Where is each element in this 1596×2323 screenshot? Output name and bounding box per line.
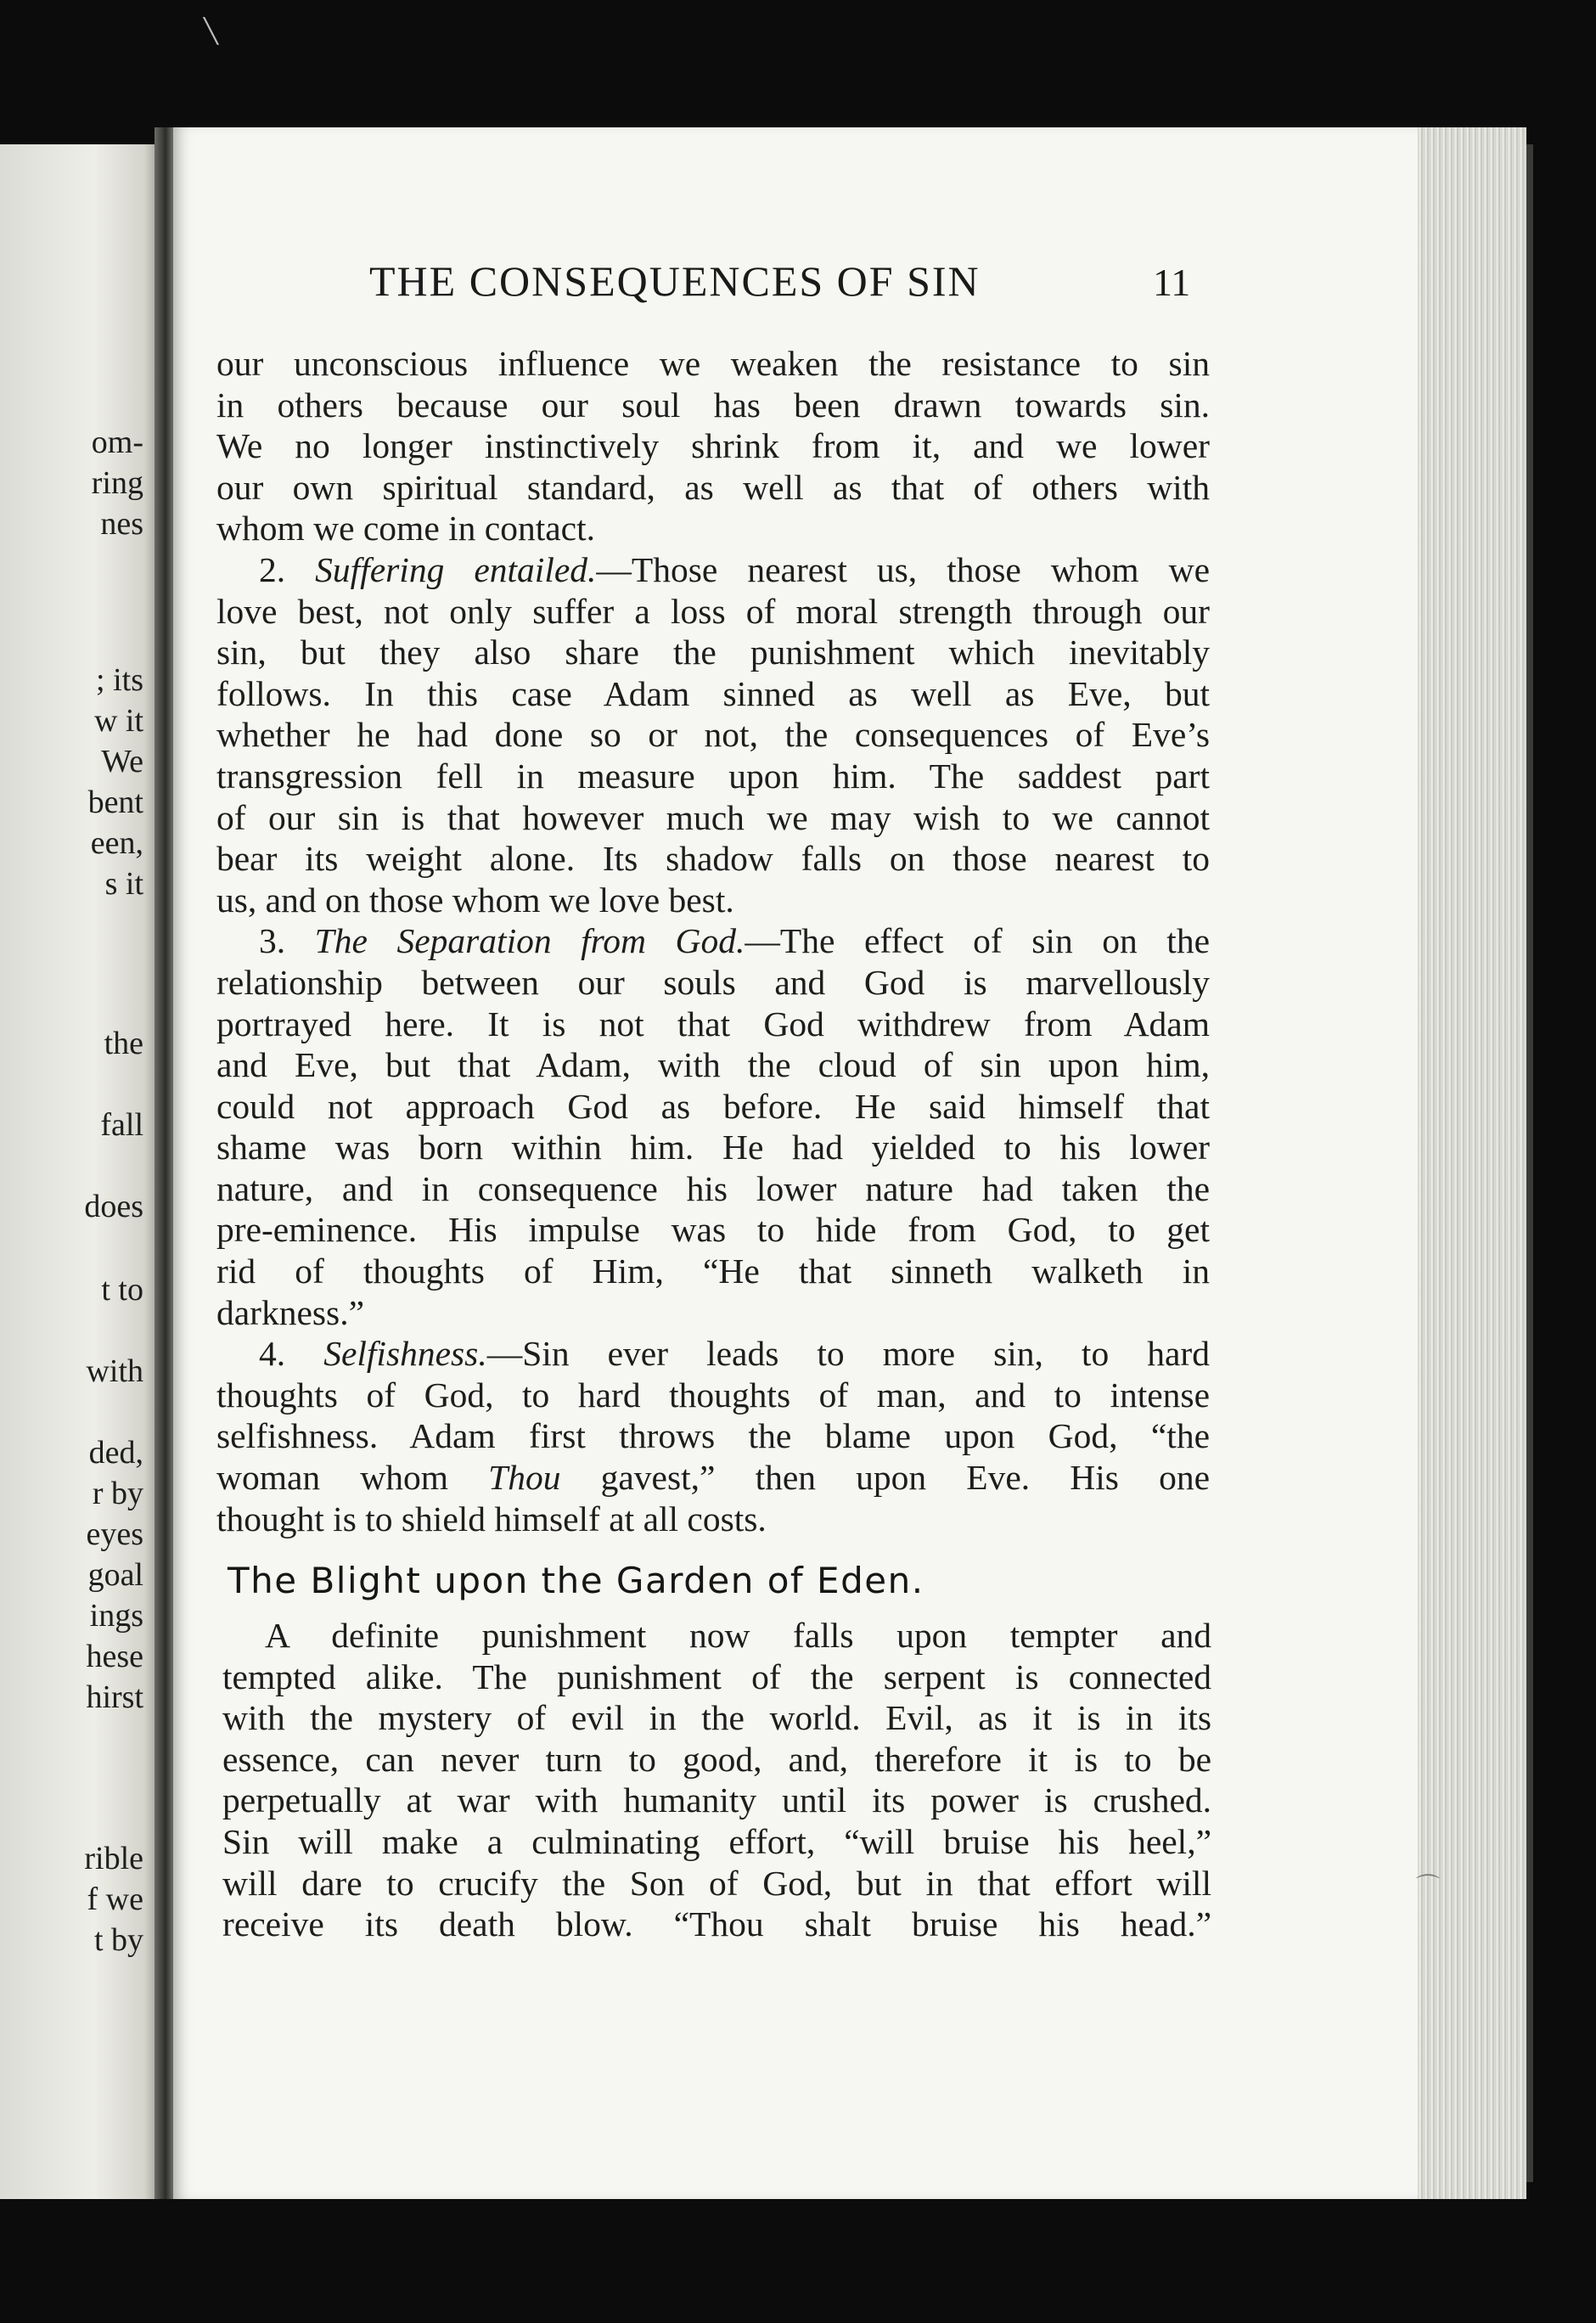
page-number: 11 (1153, 261, 1191, 304)
page-edge-shadow (1526, 144, 1533, 2182)
facing-page-fragment: t to (101, 1272, 143, 1308)
text-line: in others because our soul has been drawn towards sin. (216, 385, 1210, 425)
point-number: 2. (259, 549, 286, 589)
facing-page-fragment: s it (104, 866, 143, 902)
facing-page-fragment: f we (87, 1881, 143, 1917)
facing-page-edge (0, 144, 157, 2199)
text-line: thoughts of God, to hard thoughts of man, and to intense (216, 1375, 1210, 1415)
text-line: whether he had done so or not, the consequences of Eve’s (216, 715, 1210, 755)
facing-page-fragment: bent (87, 785, 143, 820)
text-line: portrayed here. It is not that God withdrew from Adam (216, 1004, 1210, 1043)
text-line: selfishness. Adam first throws the blame upon God, “the (216, 1416, 1210, 1456)
running-head: THE CONSEQUENCES OF SIN (369, 257, 981, 305)
point-title: Suffering entailed. (315, 549, 597, 589)
text-line: will dare to crucify the Son of God, but in that effort will (222, 1863, 1211, 1903)
dust-speck: ╲ (204, 19, 218, 45)
text-line: shame was born within him. He had yielded to his lower (216, 1128, 1210, 1167)
text-line: rid of thoughts of Him, “He that sinneth walketh in (216, 1251, 1210, 1291)
text-line: sin, but they also share the punishment which inevitably (216, 633, 1210, 672)
facing-page-fragment: een, (90, 825, 143, 861)
text-line: our unconscious influence we weaken the resistance to sin (216, 344, 1210, 383)
text-line: receive its death blow. “Thou shalt bruise his head.” (222, 1904, 1211, 1944)
text-line: our own spiritual standard, as well as that of others with (216, 467, 1210, 507)
facing-page-fragment: eyes (86, 1516, 143, 1552)
text-line: transgression fell in measure upon him. The saddest part (216, 756, 1210, 796)
text-line: us, and on those whom we love best. (216, 880, 734, 920)
text-line: nature, and in consequence his lower nature had taken the (216, 1168, 1210, 1208)
facing-page-fragment: w it (93, 703, 143, 739)
facing-page-fragment: fall (100, 1107, 143, 1143)
facing-page-fragment: t by (93, 1922, 143, 1958)
facing-page-fragment: ded, (88, 1435, 143, 1471)
dust-speck: ⌒ (1416, 1874, 1441, 1900)
text-line: thought is to shield himself at all costs. (216, 1499, 767, 1538)
text-line: woman whom Thou gavest,” then upon Eve. His one (216, 1458, 1210, 1498)
facing-page-fragment: with (86, 1353, 143, 1389)
text-line: whom we come in contact. (216, 509, 595, 548)
facing-page-fragment: the (104, 1026, 143, 1061)
paragraph-continuation (216, 343, 1210, 1539)
text-line: We no longer instinctively shrink from it, and we lower (216, 426, 1210, 466)
text-line: relationship between our souls and God is marvellously (216, 962, 1210, 1002)
text-line: love best, not only suffer a loss of moral strength through our (216, 591, 1210, 631)
point-title: The Separation from God. (314, 921, 745, 961)
facing-page-fragment: nes (100, 506, 143, 542)
point-title: Selfishness. (323, 1334, 487, 1374)
point-number: 4. (259, 1334, 286, 1374)
text-line: tempted alike. The punishment of the serpent is connected (222, 1656, 1211, 1696)
facing-page-fragment: ; its (96, 662, 143, 698)
section-paragraph (222, 1615, 1211, 1945)
text-line: and Eve, but that Adam, with the cloud of sin upon him, (216, 1045, 1210, 1085)
text-line: pre-eminence. His impulse was to hide from God, to get (216, 1210, 1210, 1250)
text-line: essence, can never turn to good, and, therefore it is to be (222, 1739, 1211, 1779)
point-3-first-line: 3. The Separation from God.—The effect of sin on the (259, 921, 1210, 961)
section-heading: The Blight upon the Garden of Eden. (228, 1560, 924, 1601)
text-line: bear its weight alone. Its shadow falls on those nearest to (216, 839, 1210, 879)
facing-page-fragment: hese (86, 1639, 143, 1674)
text-line: A definite punishment now falls upon tempter and (265, 1616, 1211, 1655)
point-number: 3. (259, 921, 286, 961)
text-line: Sin will make a culminating effort, “will bruise his heel,” (222, 1821, 1211, 1861)
facing-page-fragment: r by (92, 1476, 143, 1511)
facing-page-fragment: ings (89, 1598, 143, 1634)
point-4-first-line: 4. Selfishness.—Sin ever leads to more sin, to hard (259, 1334, 1210, 1374)
text-line: of our sin is that however much we may wish to we cannot (216, 797, 1210, 837)
text-line: perpetually at war with humanity until its power is crushed. (222, 1780, 1211, 1820)
text-line: follows. In this case Adam sinned as well as Eve, but (216, 673, 1210, 713)
text-line: with the mystery of evil in the world. Evil, as it is in its (222, 1698, 1211, 1738)
facing-page-fragment: We (101, 744, 143, 779)
text-line: could not approach God as before. He said himself that (216, 1086, 1210, 1126)
facing-page-fragment: om- (91, 425, 143, 460)
facing-page-fragment: rible (84, 1841, 143, 1876)
facing-page-fragment: hirst (86, 1679, 143, 1715)
point-2-first-line: 2. Suffering entailed.—Those nearest us, those whom we (259, 549, 1210, 589)
text-line: darkness.” (216, 1292, 365, 1332)
facing-page-fragment: does (84, 1189, 143, 1224)
emphasis: Thou (488, 1458, 561, 1498)
facing-page-fragment: goal (87, 1557, 143, 1593)
facing-page-fragment: ring (91, 465, 143, 501)
